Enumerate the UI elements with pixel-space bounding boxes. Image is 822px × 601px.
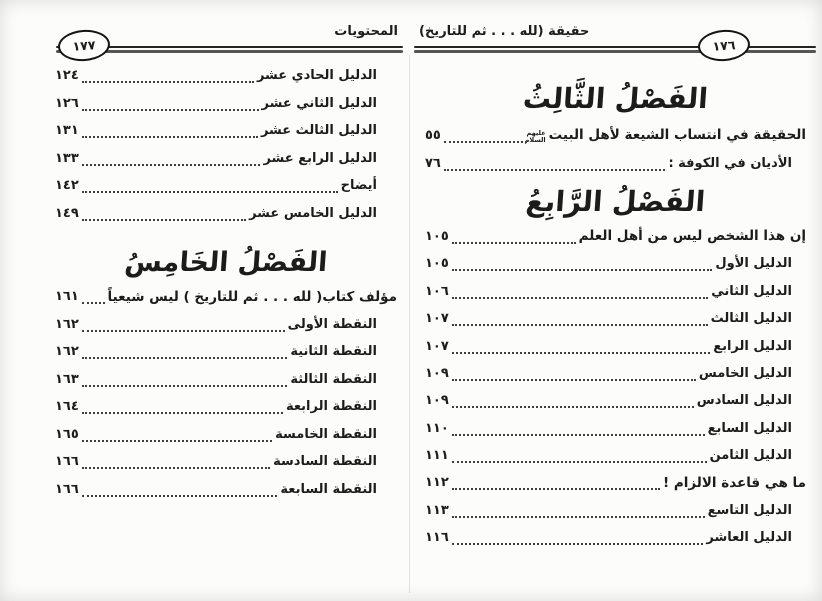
entry-title: الدليل الثالث عشر [260, 123, 377, 139]
entry-title: الدليل الرابع عشر [263, 150, 377, 166]
dot-leader [452, 503, 705, 518]
entry-title: الدليل العاشر [706, 530, 792, 546]
toc-entry [425, 332, 806, 359]
toc-entry [425, 278, 806, 305]
dot-leader [452, 229, 576, 244]
entry-title: الدليل الحادي عشر [256, 68, 377, 84]
header-rule [414, 46, 816, 53]
page-number-oval: ١٧٦ [697, 28, 751, 63]
page-gutter-line [409, 55, 410, 593]
dot-leader [452, 475, 660, 490]
entry-page-number: ١٢٤ [55, 68, 79, 84]
entry-page-number: ٧٦ [425, 155, 441, 171]
dot-leader [82, 344, 288, 359]
toc-entry [425, 305, 806, 332]
page-number-oval: ١٧٧ [57, 28, 111, 63]
toc-blocks-right [411, 56, 822, 551]
toc-blocks-left [0, 56, 411, 503]
entry-page-number: ٥٥ [425, 128, 441, 144]
entry-page-number: ١٠٩ [425, 365, 449, 381]
entry-title: الدليل الخامس [698, 365, 792, 381]
entry-title: الدليل السادس [696, 393, 792, 409]
dot-leader [452, 421, 705, 436]
dot-leader [82, 399, 283, 414]
toc-entry [425, 149, 806, 176]
toc-entry [425, 387, 806, 414]
entry-title: الأديان في الكوفة : [668, 155, 792, 171]
toc-entry [425, 223, 806, 250]
entry-page-number: ١٠٦ [425, 283, 449, 299]
toc-entry [425, 497, 806, 524]
toc-entry [55, 393, 397, 421]
entry-page-number: ١٦٢ [55, 344, 79, 360]
dot-leader [452, 311, 708, 326]
entry-page-number: ١٠٥ [425, 256, 449, 272]
rule-line-thick [56, 50, 403, 53]
entry-title: الدليل الرابع [713, 338, 792, 354]
dot-leader [82, 372, 288, 387]
entry-title: النقطة الرابعة [285, 399, 377, 415]
entry-page-number: ١٦٣ [55, 371, 79, 387]
toc-entry [425, 250, 806, 277]
entry-title: الدليل الثامن [709, 448, 792, 464]
running-head-book-title: حقيقة (لله . . . ثم للتاريخ) [419, 24, 590, 39]
entry-title: الدليل الخامس عشر [249, 205, 377, 221]
dot-leader [82, 482, 278, 497]
entry-title: الدليل الثاني عشر [261, 95, 377, 111]
entry-title: الدليل الثاني [711, 283, 792, 299]
entry-page-number: ١٠٥ [425, 228, 449, 244]
rule-line-thick [414, 50, 816, 53]
dot-leader [82, 427, 272, 442]
toc-entry [425, 442, 806, 469]
dot-leader [82, 68, 254, 83]
toc-entry [55, 421, 397, 449]
entry-title: إن هذا الشخص ليس من أهل العلم [578, 228, 806, 245]
dot-leader [82, 151, 261, 166]
dot-leader [452, 448, 707, 463]
toc-entry [55, 172, 397, 200]
dot-leader [82, 96, 259, 111]
entry-title: أيضاح [340, 178, 377, 194]
entry-title: النقطة السادسة [273, 454, 377, 470]
entry-page-number: ١٤٩ [55, 205, 79, 221]
dot-leader [82, 454, 270, 469]
dot-leader [452, 530, 704, 545]
entry-title: النقطة الثانية [290, 344, 377, 360]
dot-leader [452, 256, 713, 271]
entry-title: الدليل السابع [707, 420, 792, 436]
entry-page-number: ١٠٧ [425, 338, 449, 354]
chapter-heading: الفَصْلُ الرَّابِعُ [524, 184, 707, 218]
recto-page-176 [411, 0, 822, 601]
entry-page-number: ١٦١ [55, 289, 79, 305]
dot-leader [452, 366, 696, 381]
running-head-contents: المحتويات [334, 24, 398, 39]
honorific-mark: عليهم السلام [524, 129, 546, 145]
entry-title: الدليل الأول [715, 256, 792, 272]
dot-leader [452, 284, 708, 299]
toc-entry [425, 122, 806, 149]
entry-title: ما هي قاعدة الالزام ! [663, 474, 806, 491]
dot-leader [82, 123, 258, 138]
dot-leader [82, 289, 105, 304]
dot-leader [82, 178, 338, 193]
entry-title: الدليل الثالث [710, 311, 792, 327]
chapter-heading: الفَصْلُ الخَامِسُ [123, 246, 329, 278]
entry-page-number: ١٦٥ [55, 426, 79, 442]
toc-entry [55, 448, 397, 476]
entry-page-number: ١٠٧ [425, 311, 449, 327]
entry-title: النقطة السابعة [280, 481, 377, 497]
toc-entry [55, 90, 397, 118]
dot-leader [444, 128, 527, 143]
entry-page-number: ١٠٩ [425, 393, 449, 409]
toc-entry [55, 338, 397, 366]
entry-title: الدليل التاسع [707, 502, 792, 518]
dot-leader [82, 317, 285, 332]
entry-title: الحقيقة في انتساب الشيعة لأهل البيتعليهم السلام [524, 127, 806, 145]
entry-page-number: ١٢٦ [55, 95, 79, 111]
dot-leader [82, 206, 246, 221]
toc-entry [425, 469, 806, 496]
toc-entry [55, 200, 397, 228]
entry-page-number: ١١٣ [425, 502, 449, 518]
toc-entry [425, 360, 806, 387]
toc-entry [55, 145, 397, 173]
entry-title: النقطة الثالثة [290, 371, 377, 387]
toc-entry [55, 117, 397, 145]
entry-page-number: ١٦٦ [55, 454, 79, 470]
toc-entry [55, 366, 397, 394]
entry-page-number: ١٦٦ [55, 481, 79, 497]
entry-page-number: ١١١ [425, 448, 449, 464]
rule-line-thin [414, 46, 816, 48]
toc-entry [55, 62, 397, 90]
entry-page-number: ١١٠ [425, 420, 449, 436]
entry-title: مؤلف كتاب( لله . . . ثم للتاريخ ) ليس شيعياً [107, 288, 397, 305]
toc-entry [425, 524, 806, 551]
dot-leader [452, 339, 710, 354]
toc-entry [55, 311, 397, 339]
entry-page-number: ١٣١ [55, 123, 79, 139]
entry-page-number: ١١٢ [425, 475, 449, 491]
dot-leader [444, 156, 666, 171]
entry-page-number: ١١٦ [425, 530, 449, 546]
toc-entry [425, 415, 806, 442]
entry-page-number: ١٦٢ [55, 316, 79, 332]
toc-entry [55, 476, 397, 504]
toc-entry [55, 283, 397, 311]
entry-page-number: ١٦٤ [55, 399, 79, 415]
entry-page-number: ١٤٢ [55, 178, 79, 194]
entry-page-number: ١٣٣ [55, 150, 79, 166]
entry-title: النقطة الأولى [287, 316, 377, 332]
dot-leader [452, 393, 694, 408]
entry-title: النقطة الخامسة [275, 426, 377, 442]
chapter-heading: الفَصْلُ الثَّالِثُ [521, 81, 710, 115]
